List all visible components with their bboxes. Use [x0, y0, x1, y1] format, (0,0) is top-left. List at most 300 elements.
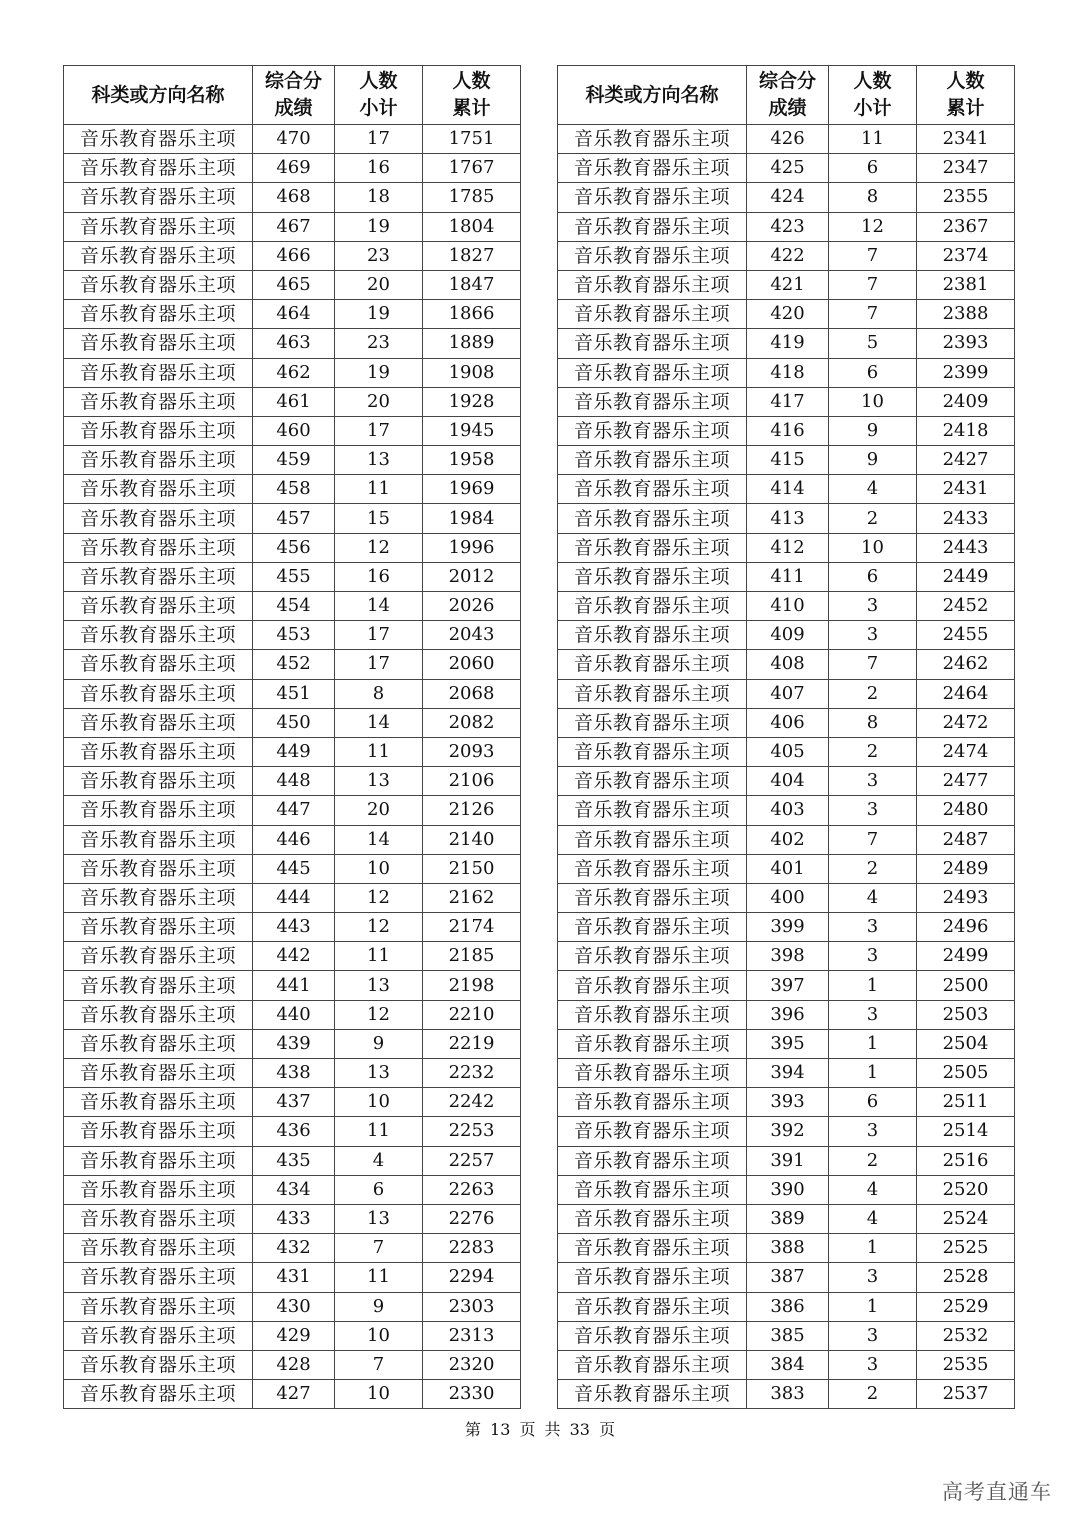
score-cell: 470: [253, 125, 335, 154]
table-row: [64, 737, 521, 766]
table-row: [558, 533, 1015, 562]
count-cell: 16: [335, 154, 423, 183]
table-row: [64, 1292, 521, 1321]
cumulative-cell: 1785: [423, 183, 521, 212]
header-score-line-2: 成绩: [768, 97, 807, 119]
table-row: [64, 416, 521, 445]
cumulative-cell: 2185: [423, 942, 521, 971]
table-row: [558, 1380, 1015, 1409]
table-row: [64, 446, 521, 475]
cumulative-cell: 2514: [917, 1117, 1015, 1146]
category-cell: 音乐教育器乐主项: [64, 1117, 253, 1146]
count-cell: 14: [335, 825, 423, 854]
count-cell: 4: [829, 1175, 917, 1204]
count-cell: 3: [829, 1117, 917, 1146]
table-row: [64, 300, 521, 329]
category-cell: 音乐教育器乐主项: [64, 533, 253, 562]
cumulative-cell: 2516: [917, 1146, 1015, 1175]
score-cell: 461: [253, 387, 335, 416]
count-cell: 7: [335, 1234, 423, 1263]
score-cell: 415: [747, 446, 829, 475]
table-row: [558, 1029, 1015, 1058]
category-cell: 音乐教育器乐主项: [558, 1292, 747, 1321]
cumulative-cell: 2520: [917, 1175, 1015, 1204]
category-cell: 音乐教育器乐主项: [64, 621, 253, 650]
score-cell: 396: [747, 1000, 829, 1029]
count-cell: 9: [335, 1292, 423, 1321]
count-cell: 14: [335, 708, 423, 737]
count-cell: 3: [829, 1000, 917, 1029]
page-number-footer: 第 13 页 共 33 页: [464, 1420, 616, 1439]
score-cell: 462: [253, 358, 335, 387]
table-body-right: [558, 125, 1015, 1409]
table-header-row: [64, 66, 521, 125]
score-cell: 389: [747, 1204, 829, 1233]
category-cell: 音乐教育器乐主项: [64, 387, 253, 416]
score-cell: 420: [747, 300, 829, 329]
cumulative-cell: 2452: [917, 592, 1015, 621]
count-cell: 11: [335, 737, 423, 766]
cumulative-cell: 2263: [423, 1175, 521, 1204]
score-cell: 454: [253, 592, 335, 621]
table-row: [64, 504, 521, 533]
header-name: 科类或方向名称: [558, 66, 747, 125]
category-cell: 音乐教育器乐主项: [558, 1350, 747, 1379]
table-row: [64, 592, 521, 621]
cumulative-cell: 2427: [917, 446, 1015, 475]
table-row: [558, 183, 1015, 212]
category-cell: 音乐教育器乐主项: [558, 942, 747, 971]
score-cell: 383: [747, 1380, 829, 1409]
count-cell: 13: [335, 767, 423, 796]
score-cell: 422: [747, 241, 829, 270]
cumulative-cell: 2374: [917, 241, 1015, 270]
category-cell: 音乐教育器乐主项: [64, 767, 253, 796]
count-cell: 1: [829, 1029, 917, 1058]
score-cell: 432: [253, 1234, 335, 1263]
count-cell: 19: [335, 300, 423, 329]
table-row: [558, 883, 1015, 912]
category-cell: 音乐教育器乐主项: [558, 533, 747, 562]
count-cell: 12: [335, 1000, 423, 1029]
score-cell: 409: [747, 621, 829, 650]
cumulative-cell: 2418: [917, 416, 1015, 445]
header-cumulative-line-1: 人数: [946, 70, 985, 92]
score-cell: 388: [747, 1234, 829, 1263]
cumulative-cell: 1969: [423, 475, 521, 504]
category-cell: 音乐教育器乐主项: [64, 154, 253, 183]
count-cell: 1: [829, 1234, 917, 1263]
count-cell: 9: [829, 416, 917, 445]
category-cell: 音乐教育器乐主项: [558, 883, 747, 912]
category-cell: 音乐教育器乐主项: [558, 241, 747, 270]
count-cell: 8: [335, 679, 423, 708]
category-cell: 音乐教育器乐主项: [64, 1380, 253, 1409]
score-cell: 440: [253, 1000, 335, 1029]
table-row: [558, 1000, 1015, 1029]
score-cell: 384: [747, 1350, 829, 1379]
count-cell: 12: [335, 883, 423, 912]
category-cell: 音乐教育器乐主项: [558, 854, 747, 883]
cumulative-cell: 2341: [917, 125, 1015, 154]
count-cell: 19: [335, 358, 423, 387]
table-header-row: [558, 66, 1015, 125]
score-cell: 411: [747, 562, 829, 591]
count-cell: 11: [335, 1117, 423, 1146]
count-cell: 2: [829, 854, 917, 883]
score-cell: 446: [253, 825, 335, 854]
category-cell: 音乐教育器乐主项: [558, 504, 747, 533]
score-cell: 404: [747, 767, 829, 796]
category-cell: 音乐教育器乐主项: [558, 329, 747, 358]
table-row: [558, 679, 1015, 708]
category-cell: 音乐教育器乐主项: [558, 270, 747, 299]
table-row: [558, 562, 1015, 591]
table-row: [64, 883, 521, 912]
category-cell: 音乐教育器乐主项: [64, 1029, 253, 1058]
count-cell: 12: [829, 212, 917, 241]
table-row: [558, 592, 1015, 621]
cumulative-cell: 2347: [917, 154, 1015, 183]
table-row: [64, 942, 521, 971]
category-cell: 音乐教育器乐主项: [558, 1000, 747, 1029]
table-row: [558, 1321, 1015, 1350]
score-table-left: [63, 65, 521, 1409]
score-cell: 453: [253, 621, 335, 650]
category-cell: 音乐教育器乐主项: [64, 883, 253, 912]
cumulative-cell: 2093: [423, 737, 521, 766]
cumulative-cell: 2303: [423, 1292, 521, 1321]
table-row: [64, 358, 521, 387]
score-cell: 463: [253, 329, 335, 358]
score-cell: 427: [253, 1380, 335, 1409]
category-cell: 音乐教育器乐主项: [558, 1117, 747, 1146]
count-cell: 7: [829, 300, 917, 329]
category-cell: 音乐教育器乐主项: [558, 825, 747, 854]
table-row: [558, 1088, 1015, 1117]
score-cell: 400: [747, 883, 829, 912]
score-cell: 468: [253, 183, 335, 212]
category-cell: 音乐教育器乐主项: [558, 708, 747, 737]
cumulative-cell: 2330: [423, 1380, 521, 1409]
table-row: [64, 183, 521, 212]
score-cell: 465: [253, 270, 335, 299]
table-row: [558, 358, 1015, 387]
category-cell: 音乐教育器乐主项: [558, 796, 747, 825]
table-row: [64, 270, 521, 299]
header-cumulative: [423, 66, 521, 125]
cumulative-cell: 1908: [423, 358, 521, 387]
cumulative-cell: 2242: [423, 1088, 521, 1117]
cumulative-cell: 2257: [423, 1146, 521, 1175]
table-row: [558, 913, 1015, 942]
score-cell: 426: [747, 125, 829, 154]
category-cell: 音乐教育器乐主项: [558, 650, 747, 679]
category-cell: 音乐教育器乐主项: [64, 971, 253, 1000]
cumulative-cell: 2082: [423, 708, 521, 737]
count-cell: 6: [335, 1175, 423, 1204]
score-cell: 406: [747, 708, 829, 737]
table-row: [558, 241, 1015, 270]
score-cell: 467: [253, 212, 335, 241]
category-cell: 音乐教育器乐主项: [64, 796, 253, 825]
category-cell: 音乐教育器乐主项: [558, 737, 747, 766]
cumulative-cell: 2499: [917, 942, 1015, 971]
cumulative-cell: 2219: [423, 1029, 521, 1058]
category-cell: 音乐教育器乐主项: [64, 358, 253, 387]
category-cell: 音乐教育器乐主项: [64, 241, 253, 270]
score-cell: 405: [747, 737, 829, 766]
cumulative-cell: 2283: [423, 1234, 521, 1263]
score-cell: 443: [253, 913, 335, 942]
cumulative-cell: 2524: [917, 1204, 1015, 1233]
cumulative-cell: 2525: [917, 1234, 1015, 1263]
count-cell: 2: [829, 1380, 917, 1409]
score-cell: 460: [253, 416, 335, 445]
count-cell: 7: [829, 241, 917, 270]
score-cell: 458: [253, 475, 335, 504]
category-cell: 音乐教育器乐主项: [558, 1234, 747, 1263]
cumulative-cell: 2150: [423, 854, 521, 883]
table-row: [558, 1146, 1015, 1175]
count-cell: 6: [829, 1088, 917, 1117]
count-cell: 17: [335, 621, 423, 650]
cumulative-cell: 2126: [423, 796, 521, 825]
cumulative-cell: 1945: [423, 416, 521, 445]
category-cell: 音乐教育器乐主项: [558, 154, 747, 183]
table-row: [558, 125, 1015, 154]
header-count: [829, 66, 917, 125]
count-cell: 10: [335, 1380, 423, 1409]
category-cell: 音乐教育器乐主项: [64, 300, 253, 329]
category-cell: 音乐教育器乐主项: [64, 125, 253, 154]
count-cell: 7: [335, 1350, 423, 1379]
count-cell: 12: [335, 533, 423, 562]
cumulative-cell: 1984: [423, 504, 521, 533]
table-row: [64, 1117, 521, 1146]
table-row: [558, 650, 1015, 679]
score-cell: 447: [253, 796, 335, 825]
header-score: [747, 66, 829, 125]
table-row: [558, 1263, 1015, 1292]
cumulative-cell: 2026: [423, 592, 521, 621]
table-row: [558, 329, 1015, 358]
table-row: [558, 708, 1015, 737]
count-cell: 14: [335, 592, 423, 621]
category-cell: 音乐教育器乐主项: [64, 679, 253, 708]
category-cell: 音乐教育器乐主项: [558, 183, 747, 212]
score-cell: 398: [747, 942, 829, 971]
score-cell: 429: [253, 1321, 335, 1350]
cumulative-cell: 2503: [917, 1000, 1015, 1029]
score-cell: 438: [253, 1059, 335, 1088]
count-cell: 3: [829, 592, 917, 621]
score-cell: 439: [253, 1029, 335, 1058]
score-cell: 397: [747, 971, 829, 1000]
table-row: [558, 1204, 1015, 1233]
score-cell: 424: [747, 183, 829, 212]
header-count-line-1: 人数: [359, 70, 398, 92]
category-cell: 音乐教育器乐主项: [558, 913, 747, 942]
count-cell: 6: [829, 562, 917, 591]
category-cell: 音乐教育器乐主项: [558, 300, 747, 329]
count-cell: 3: [829, 913, 917, 942]
score-cell: 464: [253, 300, 335, 329]
cumulative-cell: 2210: [423, 1000, 521, 1029]
count-cell: 3: [829, 621, 917, 650]
cumulative-cell: 2232: [423, 1059, 521, 1088]
score-cell: 448: [253, 767, 335, 796]
cumulative-cell: 1767: [423, 154, 521, 183]
count-cell: 10: [335, 1088, 423, 1117]
cumulative-cell: 2294: [423, 1263, 521, 1292]
cumulative-cell: 2174: [423, 913, 521, 942]
score-cell: 387: [747, 1263, 829, 1292]
table-row: [558, 504, 1015, 533]
table-row: [558, 1117, 1015, 1146]
score-cell: 450: [253, 708, 335, 737]
count-cell: 3: [829, 942, 917, 971]
table-row: [64, 241, 521, 270]
cumulative-cell: 2433: [917, 504, 1015, 533]
cumulative-cell: 2012: [423, 562, 521, 591]
category-cell: 音乐教育器乐主项: [558, 767, 747, 796]
table-row: [558, 475, 1015, 504]
header-count-line-2: 小计: [853, 97, 892, 119]
score-cell: 444: [253, 883, 335, 912]
category-cell: 音乐教育器乐主项: [64, 504, 253, 533]
count-cell: 23: [335, 241, 423, 270]
count-cell: 23: [335, 329, 423, 358]
score-cell: 425: [747, 154, 829, 183]
table-row: [64, 1380, 521, 1409]
category-cell: 音乐教育器乐主项: [558, 1321, 747, 1350]
table-row: [64, 1000, 521, 1029]
table-row: [64, 854, 521, 883]
cumulative-cell: 2489: [917, 854, 1015, 883]
category-cell: 音乐教育器乐主项: [558, 446, 747, 475]
table-row: [64, 1321, 521, 1350]
count-cell: 1: [829, 1292, 917, 1321]
count-cell: 20: [335, 796, 423, 825]
table-row: [558, 971, 1015, 1000]
count-cell: 3: [829, 796, 917, 825]
count-cell: 3: [829, 767, 917, 796]
table-row: [558, 300, 1015, 329]
count-cell: 5: [829, 329, 917, 358]
count-cell: 18: [335, 183, 423, 212]
score-cell: 418: [747, 358, 829, 387]
cumulative-cell: 2504: [917, 1029, 1015, 1058]
header-score-line-2: 成绩: [274, 97, 313, 119]
category-cell: 音乐教育器乐主项: [558, 1263, 747, 1292]
score-cell: 416: [747, 416, 829, 445]
cumulative-cell: 2320: [423, 1350, 521, 1379]
header-cumulative-line-2: 累计: [452, 97, 491, 119]
score-cell: 431: [253, 1263, 335, 1292]
cumulative-cell: 2511: [917, 1088, 1015, 1117]
cumulative-cell: 2393: [917, 329, 1015, 358]
table-row: [558, 1059, 1015, 1088]
cumulative-cell: 2140: [423, 825, 521, 854]
category-cell: 音乐教育器乐主项: [64, 942, 253, 971]
count-cell: 3: [829, 1321, 917, 1350]
cumulative-cell: 2480: [917, 796, 1015, 825]
score-cell: 469: [253, 154, 335, 183]
score-cell: 442: [253, 942, 335, 971]
category-cell: 音乐教育器乐主项: [558, 1175, 747, 1204]
table-row: [558, 796, 1015, 825]
table-row: [64, 475, 521, 504]
cumulative-cell: 1866: [423, 300, 521, 329]
category-cell: 音乐教育器乐主项: [64, 1088, 253, 1117]
cumulative-cell: 2162: [423, 883, 521, 912]
score-cell: 435: [253, 1146, 335, 1175]
score-cell: 410: [747, 592, 829, 621]
count-cell: 12: [335, 913, 423, 942]
count-cell: 17: [335, 125, 423, 154]
category-cell: 音乐教育器乐主项: [558, 621, 747, 650]
count-cell: 9: [829, 446, 917, 475]
score-cell: 452: [253, 650, 335, 679]
score-cell: 434: [253, 1175, 335, 1204]
category-cell: 音乐教育器乐主项: [64, 183, 253, 212]
score-cell: 403: [747, 796, 829, 825]
count-cell: 7: [829, 270, 917, 299]
cumulative-cell: 2367: [917, 212, 1015, 241]
cumulative-cell: 2060: [423, 650, 521, 679]
table-row: [64, 971, 521, 1000]
cumulative-cell: 2505: [917, 1059, 1015, 1088]
category-cell: 音乐教育器乐主项: [558, 1380, 747, 1409]
count-cell: 17: [335, 416, 423, 445]
category-cell: 音乐教育器乐主项: [558, 562, 747, 591]
score-cell: 419: [747, 329, 829, 358]
count-cell: 16: [335, 562, 423, 591]
category-cell: 音乐教育器乐主项: [64, 1234, 253, 1263]
count-cell: 2: [829, 679, 917, 708]
table-row: [64, 1350, 521, 1379]
cumulative-cell: 2496: [917, 913, 1015, 942]
table-row: [64, 1029, 521, 1058]
count-cell: 13: [335, 1204, 423, 1233]
count-cell: 2: [829, 504, 917, 533]
category-cell: 音乐教育器乐主项: [64, 562, 253, 591]
table-row: [64, 562, 521, 591]
cumulative-cell: 2399: [917, 358, 1015, 387]
cumulative-cell: 2535: [917, 1350, 1015, 1379]
score-cell: 386: [747, 1292, 829, 1321]
table-row: [558, 416, 1015, 445]
count-cell: 13: [335, 1059, 423, 1088]
table-row: [558, 270, 1015, 299]
table-row: [558, 1175, 1015, 1204]
score-cell: 412: [747, 533, 829, 562]
count-cell: 10: [335, 1321, 423, 1350]
category-cell: 音乐教育器乐主项: [64, 475, 253, 504]
table-row: [558, 1292, 1015, 1321]
score-cell: 414: [747, 475, 829, 504]
category-cell: 音乐教育器乐主项: [64, 708, 253, 737]
table-body-left: [64, 125, 521, 1409]
watermark: 高考直通车: [942, 1480, 1052, 1504]
count-cell: 11: [335, 475, 423, 504]
count-cell: 11: [335, 1263, 423, 1292]
table-row: [558, 621, 1015, 650]
category-cell: 音乐教育器乐主项: [558, 358, 747, 387]
cumulative-cell: 1996: [423, 533, 521, 562]
table-row: [64, 387, 521, 416]
